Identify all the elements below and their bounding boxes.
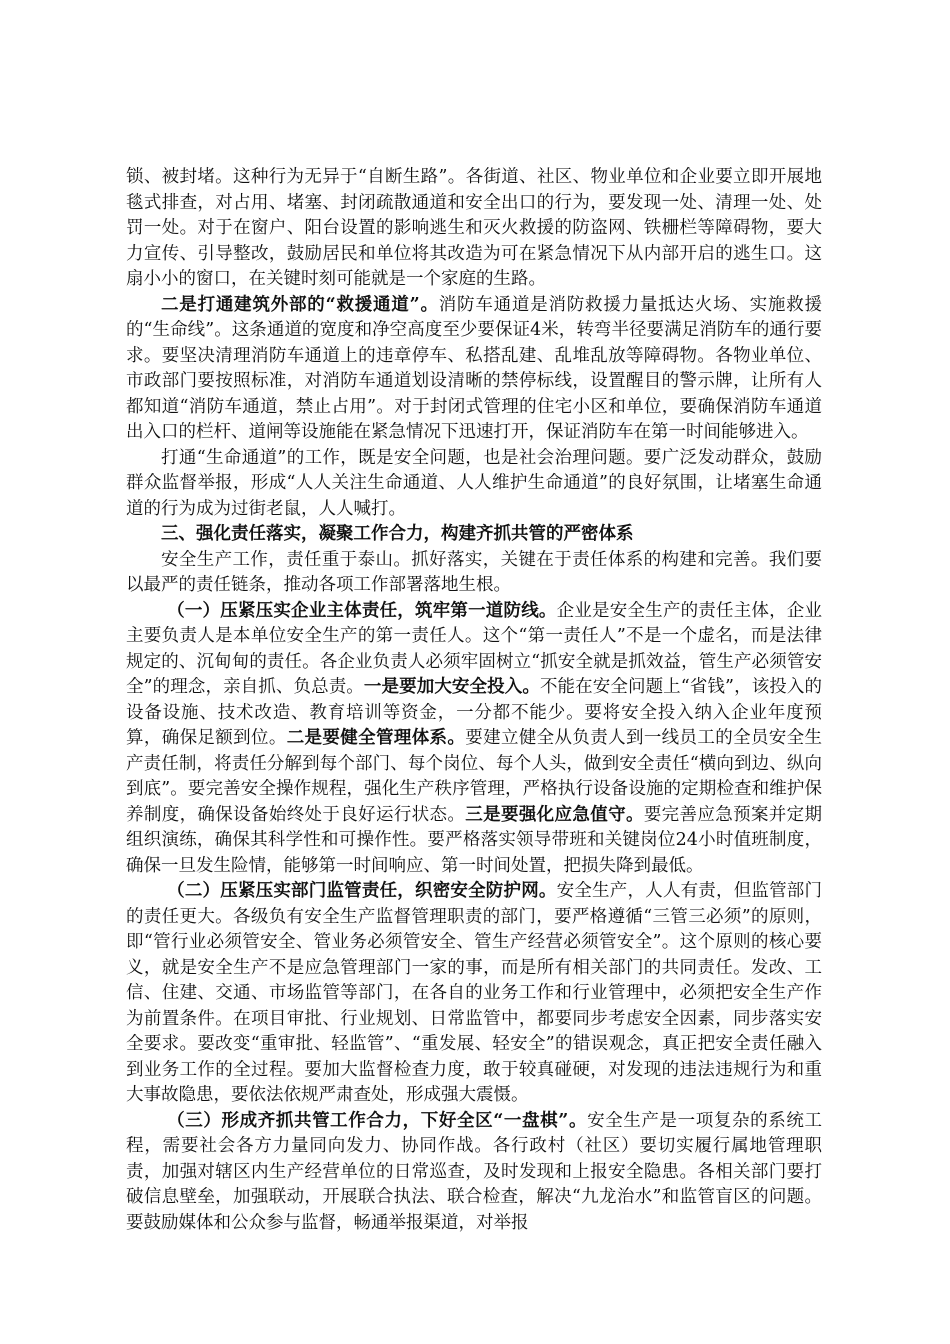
paragraph-body: 企业是安全生产的责任主体，企业主要负责人是本单位安全生产的第一责任人。这个“第一责任人”不是一个虚名，而是法律规定的、沉甸甸的责任。各企业负责人必须牢固树立“抓安全就是抓效益，管生产必须管安全”的理念，亲自抓、负总责。 [126, 600, 823, 697]
paragraph-joint-management [126, 1109, 822, 1237]
paragraph-department-responsibility [126, 879, 822, 1109]
inline-bold: 二是要健全管理体系。 [286, 728, 466, 748]
inline-bold: 一是要加大安全投入。 [363, 677, 540, 697]
paragraph-enterprise-responsibility [126, 599, 822, 880]
paragraph-lead-bold: （二）压紧压实部门监管责任，织密安全防护网。 [167, 881, 557, 901]
document-page [126, 165, 822, 1236]
paragraph-body: 要完善应急预案并定期组织演练，确保其科学性和可操作性。要严格落实领导带班和关键岗位24小时值班制度，确保一旦发生险情，能够第一时间响应、第一时间处置，把损失降到最低。 [126, 804, 823, 876]
section-heading-3: 三、强化责任落实，凝聚工作合力，构建齐抓共管的严密体系 [161, 524, 634, 544]
inline-bold: 三是要强化应急值守。 [465, 804, 644, 825]
paragraph-rescue-channel [126, 293, 822, 446]
paragraph-lead-bold: 二是打通建筑外部的“救援通道”。 [161, 294, 439, 315]
paragraph-lead-bold: （一）压紧压实企业主体责任，筑牢第一道防线。 [167, 600, 557, 621]
paragraph-body: 安全生产，人人有责，但监管部门的责任更大。各级负有安全生产监督管理职责的部门，要严格遵循“三管三必须”的原则，即“管行业必须管安全、管业务必须管安全、管生产经营必须管安全”。这个原则的核心要义，就是安全生产不是应急管理部门一家的事，而是所有相关部门的共同责任。发改、工信、住建、交通、市场监管等部门，在各自的业务工作和行业管理中，必须把安全生产作为前置条件。在项目审批、行业规划、日常监管中，都要同步考虑安全因素，同步落实安全要求。要改变“重审批、轻监管”、“重发展、轻安全”的错误观念，真正把安全责任融入到业务工作的全过程。要加大监督检查力度，敢于较真碰硬，对发现的违法违规行为和重大事故隐患，要依法依规严肃查处，形成强大震慑。 [126, 881, 823, 1105]
paragraph-continuation: 锁、被封堵。这种行为无异于“自断生路”。各街道、社区、物业单位和企业要立即开展地毯式排查，对占用、堵塞、封闭疏散通道和安全出口的行为，要发现一处、清理一处、处罚一处。对于在窗户、阳台设置的影响逃生和灭火救援的防盗网、铁栅栏等障碍物，要大力宣传、引导整改，鼓励居民和单位将其改造为可在紧急情况下从内部开启的逃生口。这扇小小的窗口，在关键时刻可能就是一个家庭的生路。 [126, 167, 822, 289]
paragraph-body: 不能在安全问题上“省钱”，该投入的设备设施、技术改造、教育培训等资金，一分都不能少。要将安全投入纳入企业年度预算，确保足额到位。 [126, 677, 823, 748]
paragraph-life-channel: 打通“生命通道”的工作，既是安全问题，也是社会治理问题。要广泛发动群众，鼓励群众监督举报，形成“人人关注生命通道、人人维护生命通道”的良好氛围，让堵塞生命通道的行为成为过街老鼠，人人喊打。 [126, 447, 822, 519]
paragraph-responsibility-intro: 安全生产工作，责任重于泰山。抓好落实，关键在于责任体系的构建和完善。我们要以最严的责任链条，推动各项工作部署落地生根。 [126, 549, 822, 595]
paragraph-body: 消防车通道是消防救援力量抵达火场、实施救援的“生命线”。这条通道的宽度和净空高度至少要保证4米，转弯半径要满足消防车的通行要求。要坚决清理消防车通道上的违章停车、私搭乱建、乱堆乱放等障碍物。各物业单位、市政部门要按照标准，对消防车通道划设清晰的禁停标线，设置醒目的警示牌，让所有人都知道“消防车通道，禁止占用”。对于封闭式管理的住宅小区和单位，要确保消防车通道出入口的栏杆、道闸等设施能在紧急情况下迅速打开，保证消防车在第一时间能够进入。 [126, 294, 823, 442]
paragraph-body: 要建立健全从负责人到一线员工的全员安全生产责任制，将责任分解到每个部门、每个岗位、每个人头，做到安全责任“横向到边、纵向到底”。要完善安全操作规程，强化生产秩序管理，严格执行设备设施的定期检查和维护保养制度，确保设备始终处于良好运行状态。 [126, 728, 823, 825]
paragraph-lead-bold: （三）形成齐抓共管工作合力，下好全区“一盘棋”。 [167, 1110, 588, 1131]
paragraph-body: 安全生产是一项复杂的系统工程，需要社会各方力量同向发力、协同作战。各行政村（社区）要切实履行属地管理职责，加强对辖区内生产经营单位的日常巡查，及时发现和上报安全隐患。各相关部门要打破信息壁垒，加强联动，开展联合执法、联合检查，解决“九龙治水”和监管盲区的问题。要鼓励媒体和公众参与监督，畅通举报渠道，对举报 [126, 1110, 822, 1233]
